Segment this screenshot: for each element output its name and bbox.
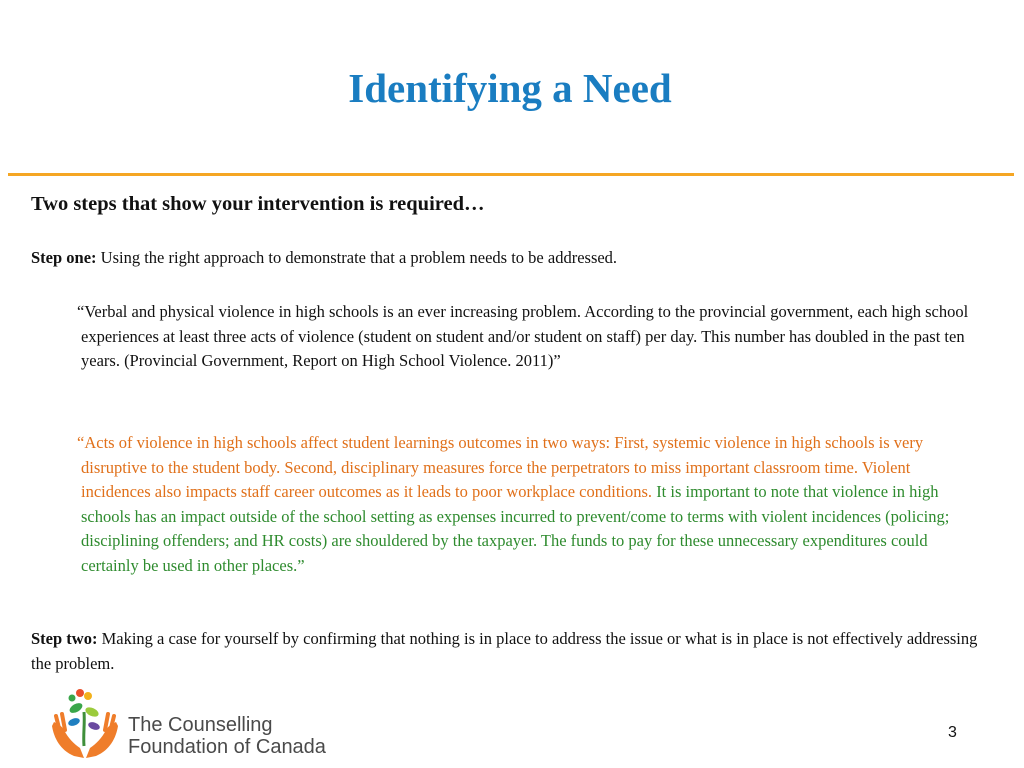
- foundation-logo: [50, 686, 340, 762]
- step-one-text: Using the right approach to demonstrate that a problem needs to be addressed.: [96, 248, 618, 267]
- page-number: 3: [948, 724, 957, 741]
- logo-line-1: The Counselling: [128, 714, 273, 736]
- quote-two: [77, 431, 979, 578]
- step-two-text: Making a case for yourself by confirming that nothing is in place to address the issue or what is in place is not effectively addressing the problem.: [31, 629, 978, 673]
- hands-plant-logo-icon: [50, 686, 120, 762]
- step-one-paragraph: [31, 245, 981, 270]
- quote-one: “Verbal and physical violence in high schools is an ever increasing problem. According to the provincial government, each high school experiences at least three acts of violence (student on student and/or student on staff) per day. This number has doubled in the past ten years. (Provincial Government, Report on High School Violence. 2011)”: [77, 302, 969, 370]
- logo-wordmark: [128, 714, 326, 758]
- slide-title: Identifying a Need: [348, 65, 672, 111]
- step-one-label: Step one:: [31, 248, 97, 267]
- quote-two-orange-text: “Acts of violence in high schools affect student learnings outcomes in two ways: First, systemic violence in high schools is very disruptive to the student body. Second, disciplinary measures force the perpetrators to miss important classroom time. Violent incidences also impacts staff career outcomes as it leads to poor workplace conditions.: [77, 433, 924, 501]
- title-divider: [8, 173, 1014, 176]
- step-two-paragraph: [31, 626, 981, 676]
- slide-subtitle: Two steps that show your intervention is required…: [31, 193, 485, 215]
- step-two-label: Step two:: [31, 629, 98, 648]
- logo-line-2: Foundation of Canada: [128, 736, 326, 758]
- quote-two-green-text: It is important to note that violence in high schools has an impact outside of the school setting as expenses incurred to prevent/come to terms with violent incidences (policing; disciplining offenders; and HR costs) are shouldered by the taxpayer. The funds to pay for these unnecessary expenditures could certainly be used in other places.”: [81, 482, 950, 575]
